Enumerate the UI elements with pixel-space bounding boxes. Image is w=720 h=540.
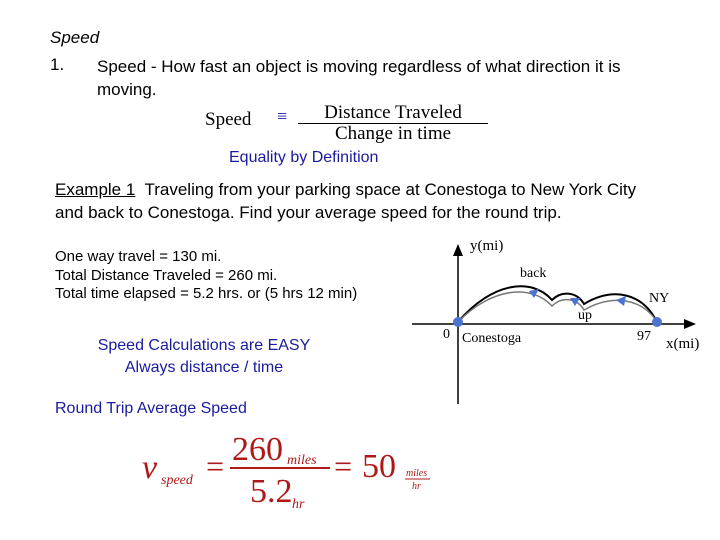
example-label: Example 1 (55, 180, 136, 199)
calculation-note (55, 335, 353, 379)
calc-note-line: Speed Calculations are EASY (97, 337, 311, 354)
x-axis-label: x(mi) (666, 336, 700, 352)
end-value-label: 97 (637, 329, 651, 344)
equality-caption: Equality by Definition (229, 149, 379, 166)
up-label: up (578, 308, 592, 323)
identity-symbol: ≡ (277, 106, 288, 126)
slide-heading: Speed (50, 28, 100, 47)
equals-sign: = (206, 448, 225, 484)
motion-diagram (412, 232, 712, 407)
givens-list (55, 248, 357, 304)
given-item: Total Distance Traveled = 260 mi. (55, 266, 278, 284)
up-arrow-icon (616, 296, 626, 306)
start-label: Conestoga (462, 331, 522, 346)
calc-note-line: Always distance / time (124, 359, 284, 376)
end-point (652, 317, 662, 327)
given-item: Total time elapsed = 5.2 hrs. or (5 hrs 12 min) (55, 285, 358, 302)
result-unit-num: miles (406, 468, 428, 479)
y-axis-arrow-icon (453, 244, 463, 256)
formula-lhs: Speed (205, 109, 252, 130)
result-unit-den: hr (412, 481, 421, 492)
average-speed-formula (142, 422, 442, 522)
start-point (453, 317, 463, 327)
numerator-value: 260 (232, 431, 283, 468)
equals-sign: = (334, 448, 353, 484)
list-number: 1. (50, 55, 65, 74)
up-arrow-icon (570, 298, 580, 306)
round-trip-label: Round Trip Average Speed (55, 400, 247, 417)
end-label: NY (649, 291, 670, 306)
formula-fraction (298, 103, 488, 144)
formula-numerator: Distance Traveled (298, 103, 488, 124)
velocity-subscript: speed (161, 473, 193, 488)
numerator-unit: miles (287, 453, 317, 468)
given-item: One way travel = 130 mi. (55, 248, 222, 265)
back-label: back (520, 266, 547, 281)
result-value: 50 (362, 448, 396, 485)
denominator-value: 5.2 (250, 473, 293, 510)
origin-label: 0 (443, 327, 450, 342)
y-axis-label: y(mi) (470, 238, 504, 254)
back-path (458, 286, 657, 322)
example-problem (55, 178, 655, 224)
speed-definition-text: Speed - How fast an object is moving regardless of what direction it is moving. (97, 57, 621, 99)
velocity-symbol: v (142, 449, 158, 486)
x-axis-arrow-icon (684, 319, 696, 329)
example-text: Traveling from your parking space at Conestoga to New York City and back to Conestoga. Find your average speed for the round trip. (55, 180, 637, 222)
denominator-unit: hr (292, 497, 305, 512)
formula-denominator: Change in time (334, 123, 452, 144)
